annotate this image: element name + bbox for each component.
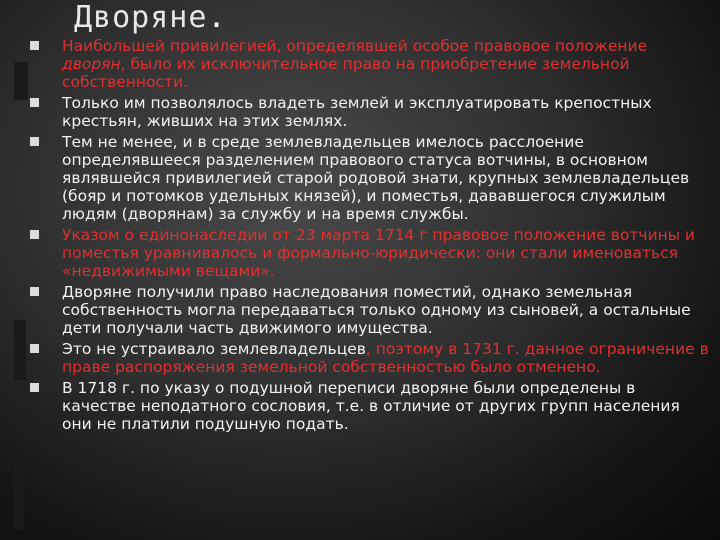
title-punctuation: .	[207, 0, 227, 35]
square-bullet-icon	[30, 230, 39, 239]
bullet-item	[30, 379, 710, 433]
bullet-item	[30, 133, 710, 223]
bullet-item	[30, 94, 710, 130]
bullet-item	[30, 37, 710, 91]
bullet-list	[30, 37, 710, 436]
bullet-text: Только им позволялось владеть землей и эксплуатировать крепостных крестьян, живших на этих землях.	[62, 94, 652, 130]
bullet-text: В 1718 г. по указу о подушной переписи дворяне были определены в качестве неподатного сословия, т.е. в отличие от других групп населения они не платили подушную подать.	[62, 379, 680, 433]
deco-bar	[14, 460, 24, 530]
slide-title	[74, 0, 227, 35]
square-bullet-icon	[30, 137, 39, 146]
deco-bar	[14, 320, 26, 380]
bullet-item	[30, 283, 710, 337]
square-bullet-icon	[30, 383, 39, 392]
square-bullet-icon	[30, 98, 39, 107]
bullet-text: Это не устраивало землевладельцев	[62, 340, 366, 358]
bullet-item	[30, 340, 710, 376]
bullet-text: , было их исключительное право на приобретение земельной собственности.	[62, 55, 630, 91]
bullet-text: Дворяне получили право наследования поместий, однако земельная собственность могла передаваться только одному из сыновей, а остальные дети получали часть движимого имущества.	[62, 283, 691, 337]
title-text: Дворяне	[74, 0, 208, 35]
bullet-item	[30, 226, 710, 280]
square-bullet-icon	[30, 344, 39, 353]
square-bullet-icon	[30, 287, 39, 296]
bullet-text: Наибольшей привилегией, определявшей особое правовое положение	[62, 37, 648, 55]
square-bullet-icon	[30, 41, 39, 50]
left-decoration	[14, 40, 30, 540]
bullet-text: , поэтому в 1731 г. данное ограничение в праве распоряжения земельной собственностью было отменено.	[62, 340, 709, 376]
bullet-text: дворян	[62, 55, 121, 73]
bullet-text: Указом о единонаследии от 23 марта 1714 г правовое положение вотчины и поместья уравнивалось и формально-юридически: они стали именоваться «недвижимыми вещами».	[62, 226, 696, 280]
deco-bar	[14, 62, 28, 100]
bullet-text: Тем не менее, и в среде землевладельцев имелось расслоение определявшееся разделением правового статуса вотчины, в основном являвшейся привилегией старой родовой знати, крупных землевладельцев (бояр и потомков удельных князей), и поместья, дававшегося служилым людям (дворянам) за службу и на время службы.	[62, 133, 690, 223]
